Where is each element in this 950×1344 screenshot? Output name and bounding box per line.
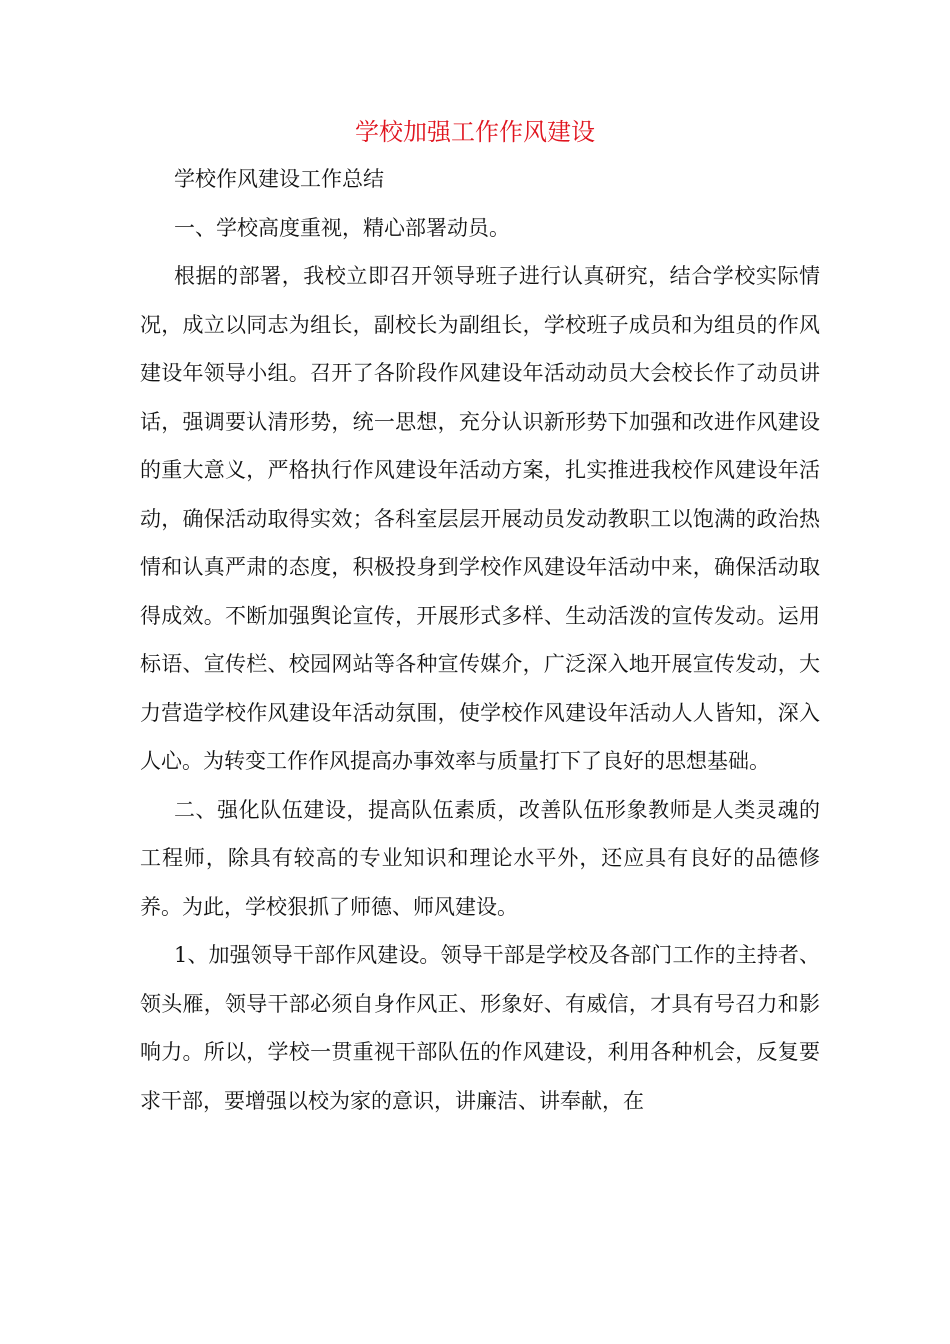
document-body: [140, 155, 820, 1125]
body-paragraph: 1、加强领导干部作风建设。领导干部是学校及各部门工作的主持者、领头雁，领导干部必须自身作风正、形象好、有威信，才具有号召力和影响力。所以，学校一贯重视干部队伍的作风建设，利用各种机会，反复要求干部，要增强以校为家的意识，讲廉洁、讲奉献，在: [140, 943, 820, 1113]
subtitle-paragraph: 学校作风建设工作总结: [174, 167, 384, 191]
body-paragraph: 根据的部署，我校立即召开领导班子进行认真研究，结合学校实际情况，成立以同志为组长，副校长为副组长，学校班子成员和为组员的作风建设年领导小组。召开了各阶段作风建设年活动动员大会校长作了动员讲话，强调要认清形势，统一思想，充分认识新形势下加强和改进作风建设的重大意义，严格执行作风建设年活动方案，扎实推进我校作风建设年活动，确保活动取得实效；各科室层层开展动员发动教职工以饱满的政治热情和认真严肃的态度，积极投身到学校作风建设年活动中来，确保活动取得成效。不断加强舆论宣传，开展形式多样、生动活泼的宣传发动。运用标语、宣传栏、校园网站等各种宣传媒介，广泛深入地开展宣传发动，大力营造学校作风建设年活动氛围，使学校作风建设年活动人人皆知，深入人心。为转变工作作风提高办事效率与质量打下了良好的思想基础。: [140, 264, 820, 773]
section-heading-1: 一、学校高度重视，精心部署动员。: [174, 215, 510, 240]
section-heading-2: 二、强化队伍建设，提高队伍素质，改善队伍形象教师是人类灵魂的工程师，除具有较高的专业知识和理论水平外，还应具有良好的品德修养。为此，学校狠抓了师德、师风建设。: [140, 797, 820, 919]
document-title: 学校加强工作作风建设: [355, 118, 595, 146]
